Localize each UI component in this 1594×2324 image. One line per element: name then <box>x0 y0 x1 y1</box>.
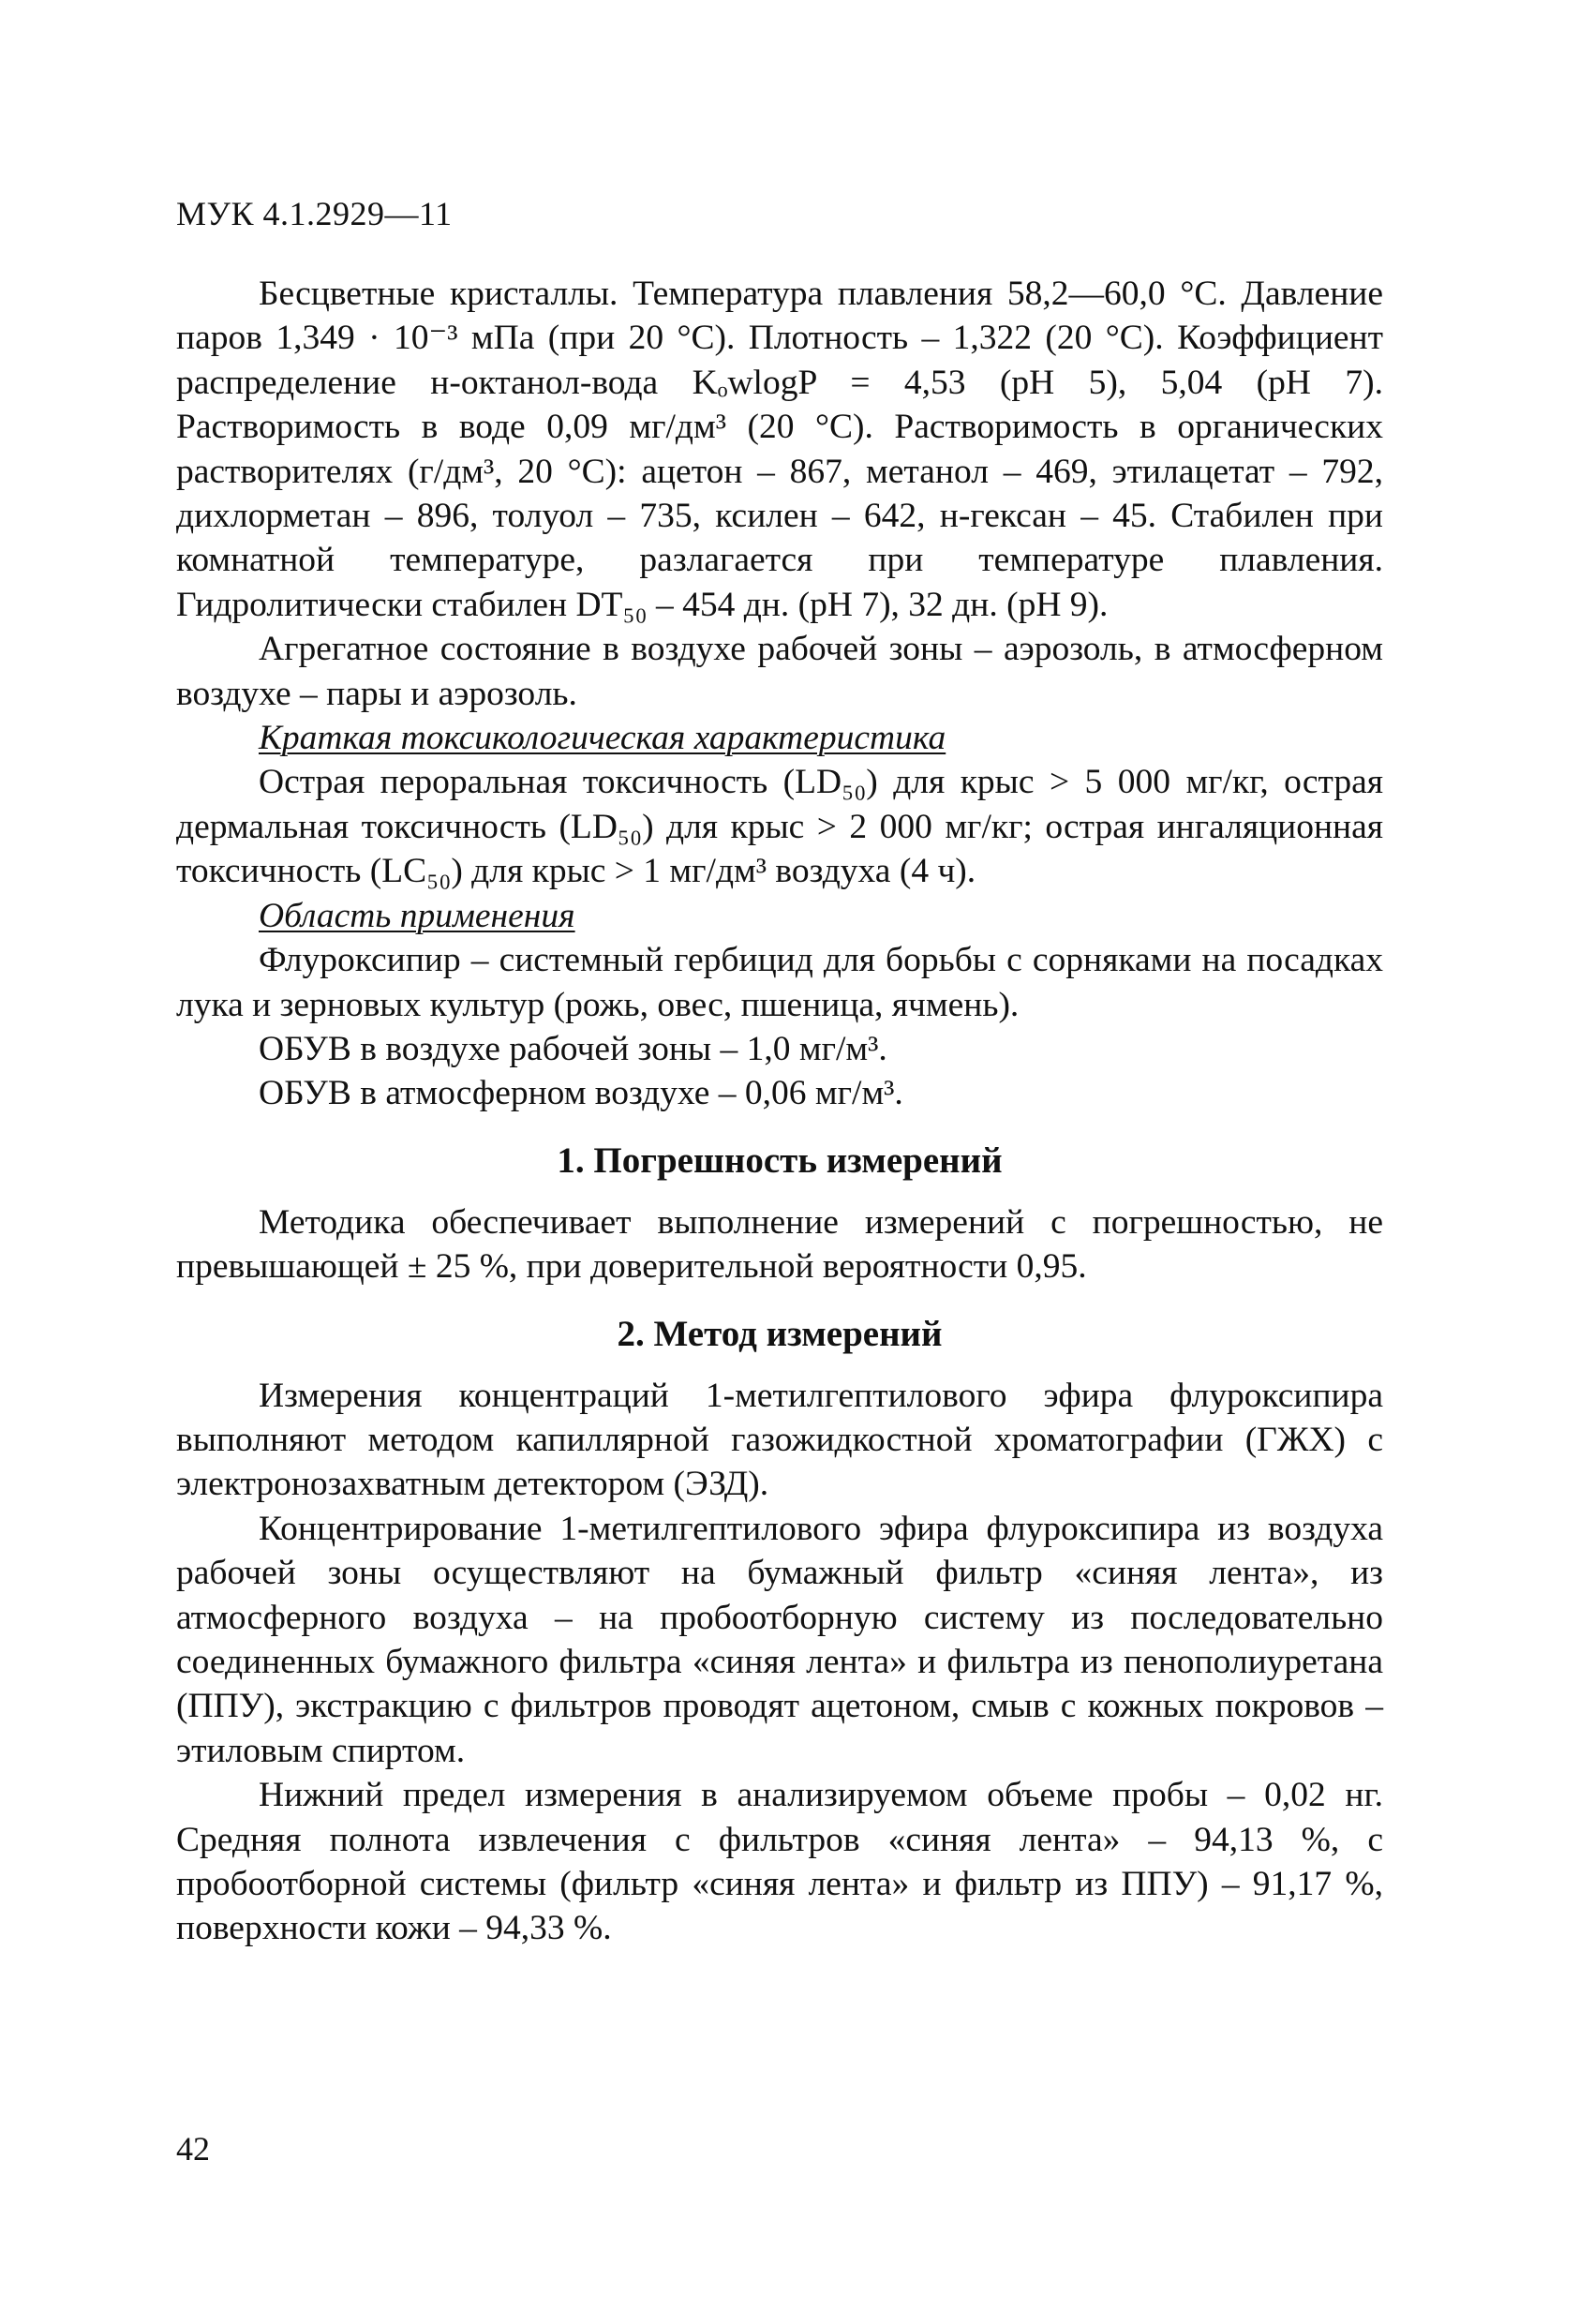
document-body <box>176 272 1383 1951</box>
section-2-paragraph-2: Концентрирование 1-метилгептилового эфира флуроксипира из воздуха рабочей зоны осуществляют на бумажный фильтр «синяя лента», из атмосферного воздуха – на пробоотборную систему из последовательно соединенных бумажного фильтра «синяя лента» и фильтра из пенополиуретана (ППУ), экстракцию с фильтров проводят ацетоном, смыв с кожных покровов – этиловым спиртом. <box>176 1509 1383 1770</box>
section-1-paragraph: Методика обеспечивает выполнение измерений с погрешностью, не превышающей ± 25 %, при доверительной вероятности 0,95. <box>176 1202 1383 1287</box>
section-2-paragraph-3: Нижний предел измерения в анализируемом объеме пробы – 0,02 нг. Средняя полнота извлечения с фильтров «синяя лента» – 94,13 %, с пробоотборной системы (фильтр «синяя лента» и фильтр из ППУ) – 91,17 %, поверхности кожи – 94,33 %. <box>176 1776 1383 1948</box>
obuv-work-zone-line: ОБУВ в воздухе рабочей зоны – 1,0 мг/м³. <box>259 1029 887 1068</box>
properties-paragraph: Бесцветные кристаллы. Температура плавления 58,2—60,0 °С. Давление паров 1,349 · 10⁻³ мПа (при 20 °С). Плотность – 1,322 (20 °С). Коэффициент распределение н-октанол-вода KₒwlogP = 4,53 (pH 5), 5,04 (pH 7). Растворимость в воде 0,09 мг/дм³ (20 °С). Растворимость в органических растворителях (г/дм³, 20 °С): ацетон – 867, метанол – 469, этилацетат – 792, дихлорметан – 896, толуол – 735, ксилен – 642, н-гексан – 45. Стабилен при комнатной температуре, разлагается при температуре плавления. Гидролитически стабилен DT₅₀ – 454 дн. (pH 7), 32 дн. (pH 9). <box>176 275 1383 624</box>
toxicology-subheading: Краткая токсикологическая характеристика <box>259 719 946 758</box>
section-2-paragraph-1: Измерения концентраций 1-метилгептилового эфира флуроксипира выполняют методом капиллярной газожидкостной хроматографии (ГЖХ) с электронозахватным детектором (ЭЗД). <box>176 1376 1383 1504</box>
toxicology-paragraph: Острая пероральная токсичность (LD₅₀) для крыс > 5 000 мг/кг, острая дермальная токсичность (LD₅₀) для крыс > 2 000 мг/кг; острая ингаляционная токсичность (LC₅₀) для крыс > 1 мг/дм³ воздуха (4 ч). <box>176 763 1383 891</box>
obuv-atmosphere-line: ОБУВ в атмосферном воздухе – 0,06 мг/м³. <box>259 1074 903 1113</box>
application-paragraph: Флуроксипир – системный гербицид для борьбы с сорняками на посадках лука и зерновых культур (рожь, овес, пшеница, ячмень). <box>176 941 1383 1024</box>
application-subheading: Область применения <box>259 896 575 935</box>
aggregate-state-paragraph: Агрегатное состояние в воздухе рабочей зоны – аэрозоль, в атмосферном воздухе – пары и аэрозоль. <box>176 630 1383 713</box>
document-code-header: МУК 4.1.2929—11 <box>176 195 453 232</box>
section-2-title: 2. Метод измерений <box>617 1313 943 1354</box>
page-number: 42 <box>176 2130 210 2168</box>
section-1-title: 1. Погрешность измерений <box>557 1140 1003 1181</box>
